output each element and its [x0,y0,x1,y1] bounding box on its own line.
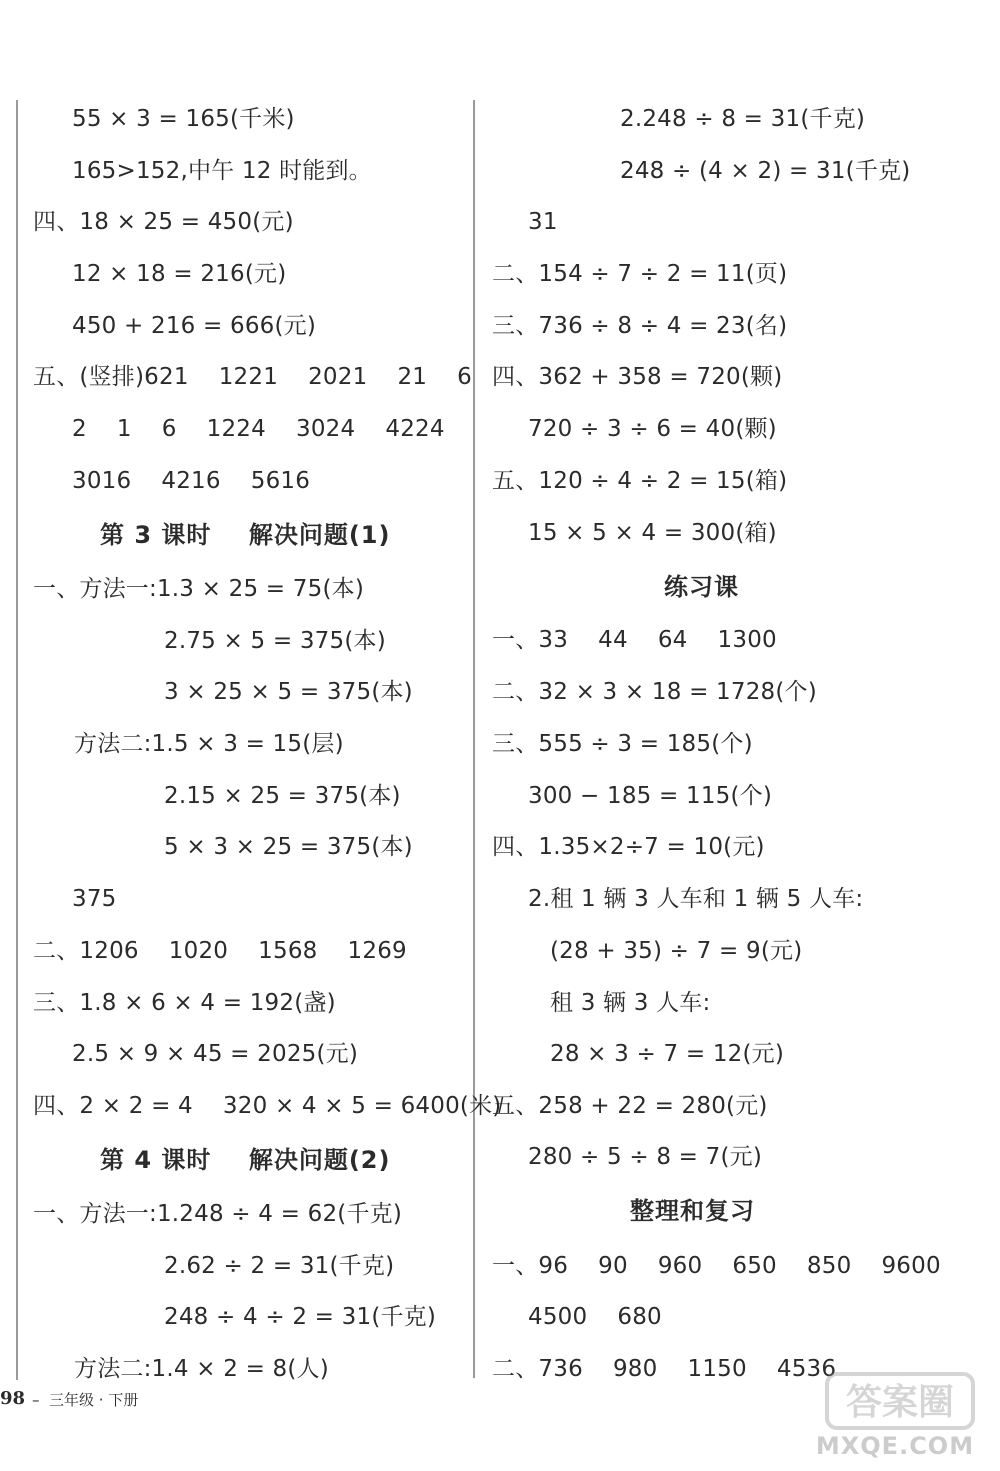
answer-line: 二、736 980 1150 4536 [492,1356,837,1382]
section-heading: 第 3 课时 解决问题(1) [100,521,391,549]
column-divider [473,100,475,1378]
answer-line: 5 × 3 × 25 = 375(本) [164,834,413,860]
section-heading: 第 4 课时 解决问题(2) [100,1146,391,1174]
answer-line: (28 + 35) ÷ 7 = 9(元) [550,938,803,964]
watermark-logo-text: 答案圈 [845,1382,955,1423]
answer-line: 2.62 ÷ 2 = 31(千克) [164,1253,395,1279]
answer-line: 一、96 90 960 650 850 9600 [492,1253,941,1279]
grade-label: – 三年级 · 下册 [32,1391,139,1409]
watermark [800,1370,990,1465]
answer-line: 方法二:1.4 × 2 = 8(人) [74,1356,329,1382]
answer-line: 四、2 × 2 = 4 320 × 4 × 5 = 6400(米) [33,1093,502,1119]
answer-line: 三、736 ÷ 8 ÷ 4 = 23(名) [492,313,788,339]
answer-line: 3016 4216 5616 [72,468,311,494]
answer-line: 二、154 ÷ 7 ÷ 2 = 11(页) [492,261,788,287]
answer-line: 四、362 + 358 = 720(颗) [492,364,783,390]
answer-line: 280 ÷ 5 ÷ 8 = 7(元) [528,1144,763,1170]
answer-line: 一、33 44 64 1300 [492,627,777,653]
answer-line: 300 − 185 = 115(个) [528,783,773,809]
answer-line: 720 ÷ 3 ÷ 6 = 40(颗) [528,416,777,442]
watermark-logo-icon [825,1370,975,1432]
section-heading: 整理和复习 [630,1197,755,1225]
answer-line: 租 3 辆 3 人车: [550,990,711,1016]
answer-line: 二、32 × 3 × 18 = 1728(个) [492,679,817,705]
answer-line: 248 ÷ (4 × 2) = 31(千克) [620,158,911,184]
answer-line: 五、120 ÷ 4 ÷ 2 = 15(箱) [492,468,788,494]
answer-line: 15 × 5 × 4 = 300(箱) [528,520,777,546]
page-number: 98 [0,1388,26,1409]
answer-line: 12 × 18 = 216(元) [72,261,287,287]
answer-line: 2.15 × 25 = 375(本) [164,783,401,809]
left-margin-rule [16,100,18,1380]
section-heading: 练习课 [664,573,739,601]
answer-line: 一、方法一:1.248 ÷ 4 = 62(千克) [33,1201,403,1227]
answer-line: 375 [72,886,117,912]
answer-line: 一、方法一:1.3 × 25 = 75(本) [33,576,364,602]
answer-line: 2 1 6 1224 3024 4224 [72,416,445,442]
answer-line: 五、(竖排)621 1221 2021 21 6 [33,364,472,390]
watermark-site: MXQE.COM [815,1432,975,1460]
answer-line: 55 × 3 = 165(千米) [72,106,295,132]
answer-line: 方法二:1.5 × 3 = 15(层) [74,731,344,757]
answer-line: 2.248 ÷ 8 = 31(千克) [620,106,866,132]
answer-line: 3 × 25 × 5 = 375(本) [164,679,413,705]
answer-line: 248 ÷ 4 ÷ 2 = 31(千克) [164,1304,437,1330]
answer-line: 31 [528,209,558,235]
answer-line: 165>152,中午 12 时能到。 [72,158,372,184]
answer-line: 2.75 × 5 = 375(本) [164,628,386,654]
answer-line: 五、258 + 22 = 280(元) [492,1093,768,1119]
answer-line: 三、555 ÷ 3 = 185(个) [492,731,753,757]
answer-line: 28 × 3 ÷ 7 = 12(元) [550,1041,785,1067]
answer-line: 四、1.35×2÷7 = 10(元) [492,834,765,860]
answer-line: 四、18 × 25 = 450(元) [33,209,294,235]
answer-line: 三、1.8 × 6 × 4 = 192(盏) [33,990,336,1016]
answer-line: 2.租 1 辆 3 人车和 1 辆 5 人车: [528,886,864,912]
answer-line: 二、1206 1020 1568 1269 [33,938,407,964]
answer-line: 2.5 × 9 × 45 = 2025(元) [72,1041,359,1067]
answer-line: 4500 680 [528,1304,662,1330]
answer-line: 450 + 216 = 666(元) [72,313,317,339]
